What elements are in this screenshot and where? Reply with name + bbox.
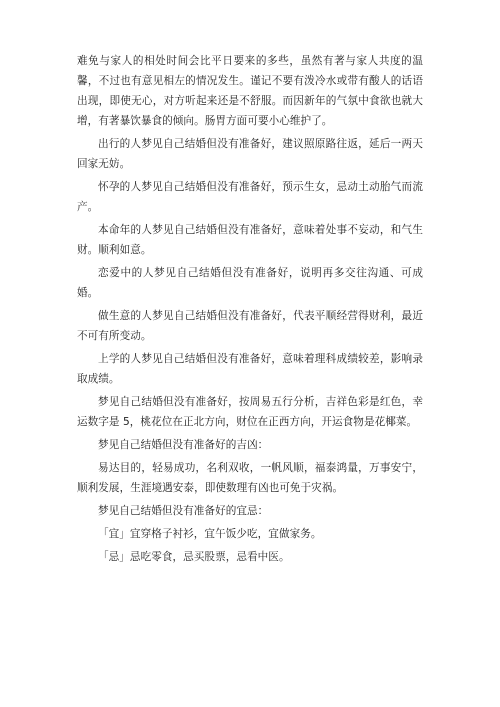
heading-dos-donts: 梦见自己结婚但没有准备好的宜忌： <box>98 505 269 517</box>
paragraph-in-love: 恋爱中的人梦见自己结婚但没有准备好，说明再多交往沟通、可成婚。 <box>77 267 423 299</box>
paragraph-zodiac-year: 本命年的人梦见自己结婚但没有准备好，意味着处事不妄动，和气生财。顺利如意。 <box>77 224 423 256</box>
paragraph-five-elements: 梦见自己结婚但没有准备好，按周易五行分析，吉祥色彩是红色，幸运数字是 5，桃花位在正北方向，财位在正西方向，开运食物是花椰菜。 <box>77 396 423 428</box>
paragraph-fortune: 易达目的，轻易成功，名利双收，一帆风顺，福泰鸿量，万事安宁，顺利发展，生涯境遇安泰，即使数理有凶也可免于灾祸。 <box>77 462 423 494</box>
paragraph-students: 上学的人梦见自己结婚但没有准备好，意味着理科成绩较差，影响录取成绩。 <box>77 353 423 385</box>
heading-fortune: 梦见自己结婚但没有准备好的吉凶： <box>98 439 269 451</box>
paragraph-travelers: 出行的人梦见自己结婚但没有准备好，建议照原路往返，延后一两天回家无妨。 <box>77 138 423 170</box>
paragraph-pregnant: 怀孕的人梦见自己结婚但没有准备好，预示生女，忌动土动胎气而流产。 <box>77 181 423 213</box>
paragraph-intro: 难免与家人的相处时间会比平日要来的多些，虽然有著与家人共度的温馨，不过也有意见相左的情况发生。谨记不要有泼冷水或带有酸人的话语出现，即使无心，对方听起来还是不舒服。而因新年的气氛中食欲也就大增，有著暴饮暴食的倾向。肠胃方面可要小心维护了。 <box>77 55 423 127</box>
paragraph-donts: 「忌」忌吃零食，忌买股票，忌看中医。 <box>98 551 290 563</box>
document-body <box>77 51 423 570</box>
paragraph-dos: 「宜」宜穿格子衬衫，宜午饭少吃，宜做家务。 <box>98 528 322 540</box>
paragraph-business: 做生意的人梦见自己结婚但没有准备好，代表平顺经营得财利，最近不可有所变动。 <box>77 310 423 342</box>
